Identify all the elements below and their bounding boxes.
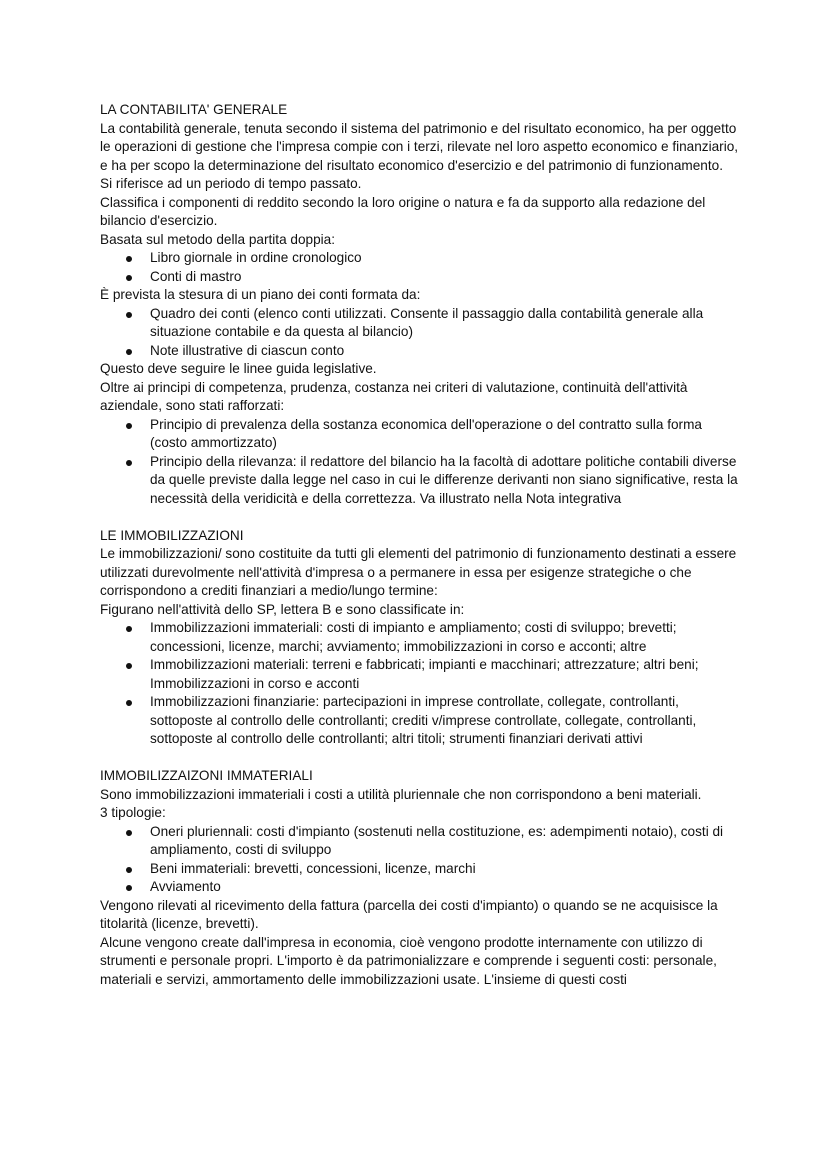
bullet-list — [100, 305, 740, 361]
list-item: Quadro dei conti (elenco conti utilizzati. Consente il passaggio dalla contabilità generale alla situazione contabile e da questa al bilancio) — [150, 305, 740, 342]
list-item: Conti di mastro — [150, 268, 740, 287]
paragraph: Alcune vengono create dall'impresa in economia, cioè vengono prodotte internamente con utilizzo di strumenti e personale propri. L'importo è da patrimonializzare e comprende i seguenti costi: personale, materiali e servizi, ammortamento delle immobilizzazioni usate. L'insieme di questi costi — [100, 934, 717, 987]
list-item: Libro giornale in ordine cronologico — [150, 249, 740, 268]
paragraph: Oltre ai principi di competenza, prudenza, costanza nei criteri di valutazione, continuità dell'attività aziendale, sono stati rafforzati: — [100, 379, 688, 413]
section-spacer — [100, 749, 740, 768]
paragraph: Basata sul metodo della partita doppia: — [100, 231, 336, 247]
list-item: Beni immateriali: brevetti, concessioni, licenze, marchi — [150, 860, 740, 879]
section-spacer — [100, 508, 740, 527]
paragraph: Sono immobilizzazioni immateriali i costi a utilità pluriennale che non corrispondono a beni materiali. — [100, 786, 702, 802]
section-title: LE IMMOBILIZZAZIONI — [100, 527, 244, 543]
paragraph: La contabilità generale, tenuta secondo il sistema del patrimonio e del risultato economico, ha per oggetto le operazioni di gestione che l'impresa compie con i terzi, rilevate nel loro aspetto economico e finanziario, e ha per scopo la determinazione del risultato economico d'esercizio e del patrimonio di funzionamento. — [100, 120, 739, 173]
paragraph: Questo deve seguire le linee guida legislative. — [100, 361, 377, 376]
document-page — [100, 101, 740, 989]
bullet-list — [100, 249, 740, 286]
paragraph: Si riferisce ad un periodo di tempo passato. — [100, 176, 362, 191]
section-title: LA CONTABILITA' GENERALE — [100, 102, 288, 117]
bullet-list — [100, 416, 740, 509]
bullet-list — [100, 823, 740, 897]
paragraph: 3 tipologie: — [100, 805, 166, 820]
paragraph: Le immobilizzazioni/ sono costituite da tutti gli elementi del patrimonio di funzionamento destinati a essere utilizzati durevolmente nell'attività d'impresa o a permanere in essa per esigenze strategiche o che corrispondono a crediti finanziari a medio/lungo termine: — [100, 546, 737, 598]
list-item: Immobilizzazioni immateriali: costi di impianto e ampliamento; costi di sviluppo; brevetti; concessioni, licenze, marchi; avviamento; immobilizzazioni in corso e acconti; altre — [150, 619, 740, 656]
paragraph: Classifica i componenti di reddito secondo la loro origine o natura e fa da supporto alla redazione del bilancio d'esercizio. — [100, 194, 706, 228]
paragraph: Figurano nell'attività dello SP, lettera B e sono classificate in: — [100, 601, 465, 617]
list-item: Oneri pluriennali: costi d'impianto (sostenuti nella costituzione, es: adempimenti notaio), costi di ampliamento, costi di sviluppo — [150, 823, 740, 860]
list-item: Note illustrative di ciascun conto — [150, 342, 740, 361]
list-item: Principio di prevalenza della sostanza economica dell'operazione o del contratto sulla forma (costo ammortizzato) — [150, 416, 740, 453]
section-title: IMMOBILIZZAIZONI IMMATERIALI — [100, 768, 313, 783]
list-item: Immobilizzazioni materiali: terreni e fabbricati; impianti e macchinari; attrezzature; altri beni; Immobilizzazioni in corso e acconti — [150, 656, 740, 693]
list-item: Principio della rilevanza: il redattore del bilancio ha la facoltà di adottare politiche contabili diverse da quelle previste dalla legge nel caso in cui le differenze derivanti non siano significative, resta la necessità della veridicità e della correttezza. Va illustrato nella Nota integrativa — [150, 453, 740, 509]
paragraph: È prevista la stesura di un piano dei conti formata da: — [100, 287, 421, 302]
paragraph: Vengono rilevati al ricevimento della fattura (parcella dei costi d'impianto) o quando se ne acquisisce la titolarità (licenze, brevetti). — [100, 897, 718, 931]
list-item: Immobilizzazioni finanziarie: partecipazioni in imprese controllate, collegate, controllanti, sottoposte al controllo delle controllanti; crediti v/imprese controllate, collegate, controllanti, sottoposte al controllo delle controllanti; altri titoli; strumenti finanziari derivati attivi — [150, 693, 740, 749]
bullet-list — [100, 619, 740, 749]
list-item: Avviamento — [150, 878, 740, 897]
